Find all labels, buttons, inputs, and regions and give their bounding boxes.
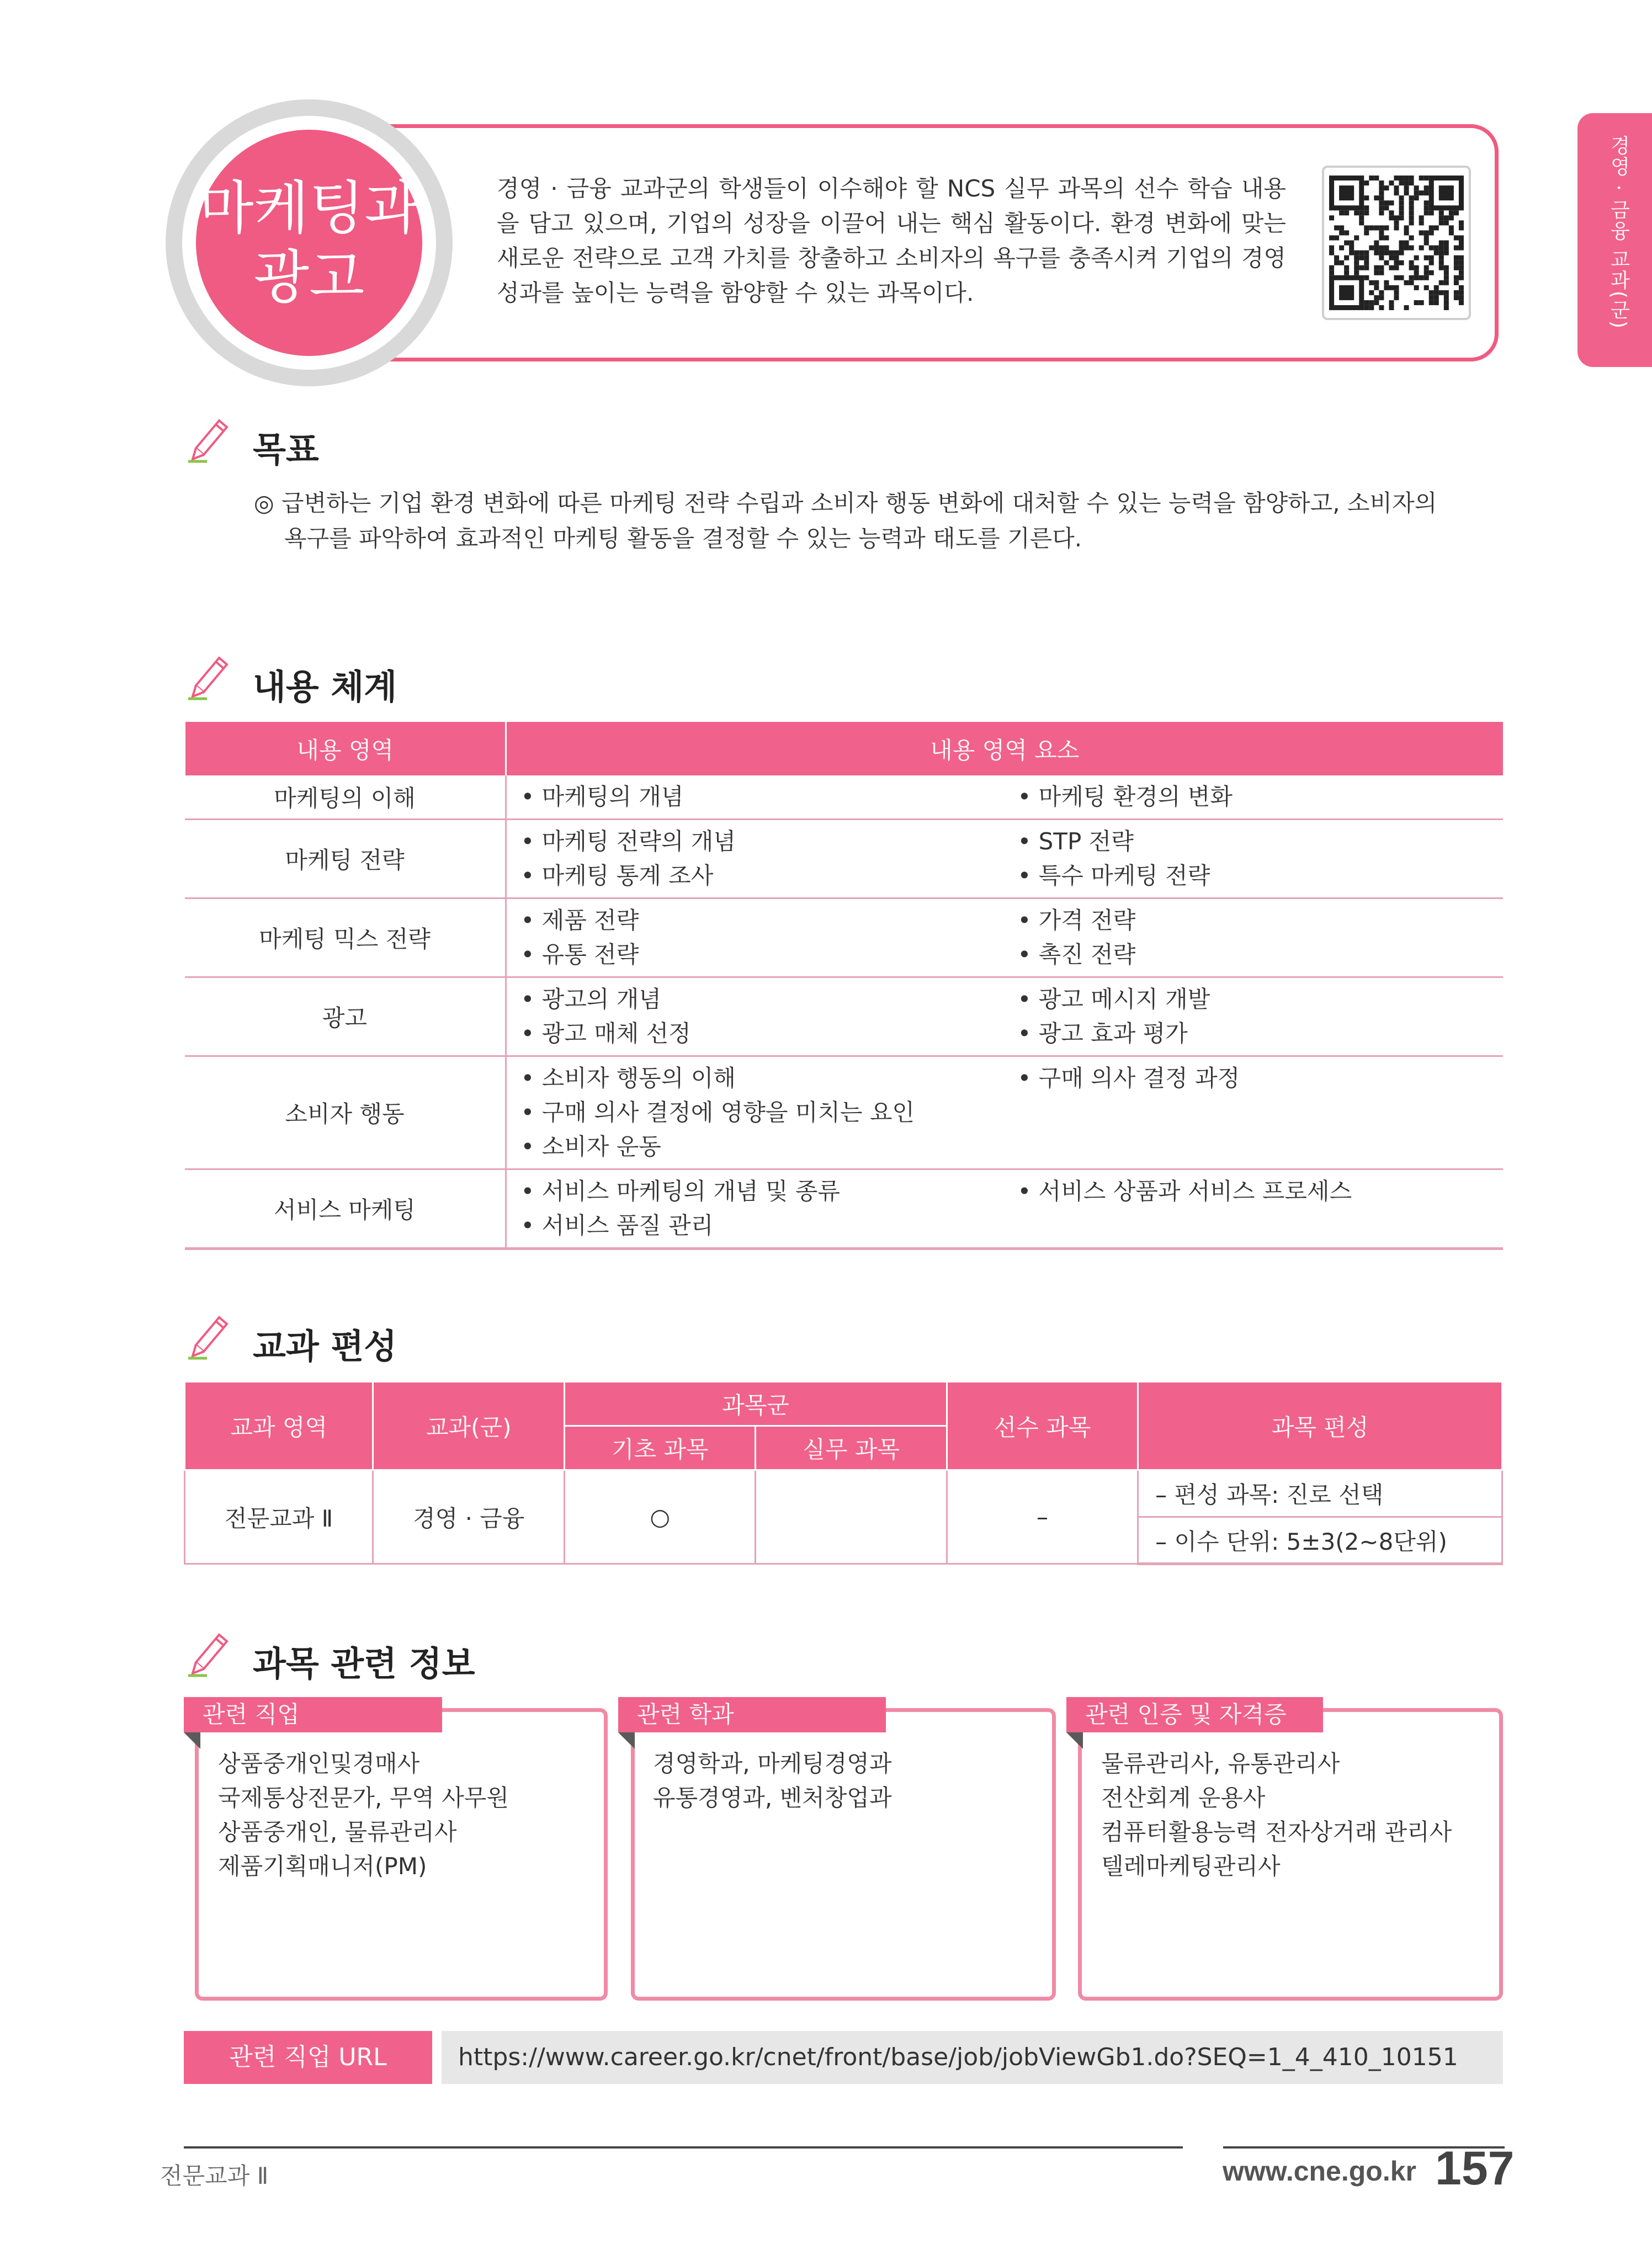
page-title bbox=[196, 130, 422, 356]
content-elements-right: • 광고 메시지 개발 • 광고 효과 평가 bbox=[1017, 986, 1210, 1047]
table-row bbox=[185, 820, 1504, 898]
goal-text bbox=[254, 486, 1496, 556]
table-row bbox=[185, 1169, 1504, 1249]
h-organization: 과목 편성 bbox=[1138, 1382, 1502, 1470]
cell-org1: – 편성 과목: 진로 선택 bbox=[1138, 1470, 1502, 1517]
related-heading: 과목 관련 정보 bbox=[253, 1644, 475, 1684]
content-elements-cell bbox=[506, 898, 1503, 977]
content-area-cell: 마케팅 믹스 전략 bbox=[185, 898, 506, 977]
content-area-cell: 광고 bbox=[185, 977, 506, 1056]
table-row bbox=[185, 1056, 1504, 1169]
cell-area: 전문교과 Ⅱ bbox=[185, 1470, 373, 1564]
footer-divider bbox=[184, 2146, 1183, 2149]
goal-line2: 욕구를 파악하여 효과적인 마케팅 활동을 결정할 수 있는 능력과 태도를 기른다. bbox=[284, 525, 1082, 552]
content-elements-right: • 구매 의사 결정 과정 bbox=[1017, 1065, 1240, 1092]
related-depts-label: 관련 학과 bbox=[618, 1697, 886, 1732]
content-elements-right: • 마케팅 환경의 변화 bbox=[1017, 783, 1233, 810]
tab-fold bbox=[618, 1732, 635, 1749]
content-system-table bbox=[184, 722, 1503, 1250]
goal-heading: 목표 bbox=[253, 429, 319, 470]
pencil-icon bbox=[185, 414, 235, 464]
cell-basic: ○ bbox=[565, 1470, 756, 1564]
footer-site[interactable]: www.cne.go.kr bbox=[1223, 2156, 1417, 2187]
tab-fold bbox=[1066, 1732, 1083, 1749]
h-practical: 실무 과목 bbox=[756, 1426, 947, 1470]
cell-org2: – 이수 단위: 5±3(2~8단위) bbox=[1138, 1517, 1502, 1564]
content-elements-left: • 마케팅 전략의 개념 • 마케팅 통계 조사 bbox=[520, 828, 736, 889]
related-jobs-text: 상품중개인및경매사 국제통상전문가, 무역 사무원 상품중개인, 물류관리사 제품기획매니저(PM) bbox=[218, 1750, 509, 1880]
content-elements-cell bbox=[506, 1056, 1503, 1169]
curriculum-table bbox=[184, 1381, 1503, 1565]
table-row bbox=[185, 898, 1504, 977]
col-header-area: 내용 영역 bbox=[185, 722, 506, 775]
content-system-heading: 내용 체계 bbox=[253, 667, 397, 707]
cell-practical bbox=[756, 1470, 947, 1564]
tab-fold bbox=[184, 1732, 200, 1749]
h-subject-group: 교과(군) bbox=[373, 1382, 565, 1470]
cell-subject-group: 경영 · 금융 bbox=[373, 1470, 565, 1564]
intro-paragraph: 경영 · 금융 교과군의 학생들이 이수해야 할 NCS 실무 과목의 선수 학습 내용을 담고 있으며, 기업의 성장을 이끌어 내는 핵심 활동이다. 환경 변화에 맞는 새로운 전략으로 고객 가치를 창출하고 소비자의 욕구를 충족시켜 기업의 경영 성과를 높이는 능력을 함양할 수 있는 과목이다. bbox=[497, 175, 1286, 306]
table-row bbox=[185, 775, 1504, 820]
goal-line1: ◎ 급변하는 기업 환경 변화에 따른 마케팅 전략 수립과 소비자 행동 변화에 대처할 수 있는 능력을 함양하고, 소비자의 bbox=[254, 490, 1437, 517]
page-title-line2: 광고 bbox=[253, 243, 365, 311]
content-elements-cell bbox=[506, 820, 1503, 898]
h-prereq: 선수 과목 bbox=[947, 1382, 1138, 1470]
content-area-cell: 서비스 마케팅 bbox=[185, 1169, 506, 1249]
content-area-cell: 마케팅의 이해 bbox=[185, 775, 506, 820]
related-certs-label: 관련 인증 및 자격증 bbox=[1066, 1697, 1323, 1732]
side-tab bbox=[1577, 113, 1652, 367]
h-area: 교과 영역 bbox=[185, 1382, 373, 1470]
content-area-cell: 소비자 행동 bbox=[185, 1056, 506, 1169]
col-header-elements: 내용 영역 요소 bbox=[506, 722, 1503, 775]
related-depts-text: 경영학과, 마케팅경영과 유통경영과, 벤처창업과 bbox=[653, 1750, 892, 1811]
cell-prereq: – bbox=[947, 1470, 1138, 1564]
content-elements-right: • 가격 전략 • 촉진 전략 bbox=[1017, 907, 1136, 968]
content-elements-left: • 소비자 행동의 이해 • 구매 의사 결정에 영향을 미치는 요인 • 소비자 운동 bbox=[520, 1065, 915, 1160]
page-title-line1: 마케팅과 bbox=[198, 174, 420, 242]
pencil-icon bbox=[185, 1311, 235, 1360]
content-elements-cell bbox=[506, 1169, 1503, 1249]
content-area-cell: 마케팅 전략 bbox=[185, 820, 506, 898]
content-elements-cell bbox=[506, 775, 1503, 820]
content-elements-left: • 마케팅의 개념 bbox=[520, 783, 684, 810]
h-basic: 기초 과목 bbox=[565, 1426, 756, 1470]
related-jobs-label: 관련 직업 bbox=[184, 1697, 442, 1732]
qr-code-icon[interactable] bbox=[1322, 166, 1471, 320]
curriculum-heading: 교과 편성 bbox=[253, 1326, 397, 1366]
job-url-link[interactable]: https://www.career.go.kr/cnet/front/base/job/jobViewGb1.do?SEQ=1_4_410_10151 bbox=[442, 2031, 1503, 2084]
content-elements-left: • 제품 전략 • 유통 전략 bbox=[520, 907, 639, 968]
page-number: 157 bbox=[1435, 2142, 1515, 2195]
content-elements-cell bbox=[506, 977, 1503, 1056]
table-row bbox=[185, 977, 1504, 1056]
related-certs-text: 물류관리사, 유통관리사 전산회계 운용사 컴퓨터활용능력 전자상거래 관리사 텔레마케팅관리사 bbox=[1101, 1750, 1452, 1880]
pencil-icon bbox=[185, 1628, 235, 1678]
content-elements-left: • 광고의 개념 • 광고 매체 선정 bbox=[520, 986, 691, 1047]
h-course-group: 과목군 bbox=[565, 1382, 947, 1426]
url-label: 관련 직업 URL bbox=[184, 2031, 432, 2084]
side-tab-label: 경영 · 금융 교과(군) bbox=[1607, 135, 1630, 329]
content-elements-right: • 서비스 상품과 서비스 프로세스 bbox=[1017, 1178, 1352, 1205]
content-elements-right: • STP 전략 • 특수 마케팅 전략 bbox=[1017, 828, 1210, 889]
footer-section: 전문교과 Ⅱ bbox=[160, 2162, 269, 2189]
pencil-icon bbox=[185, 651, 235, 701]
content-elements-left: • 서비스 마케팅의 개념 및 종류 • 서비스 품질 관리 bbox=[520, 1178, 840, 1239]
